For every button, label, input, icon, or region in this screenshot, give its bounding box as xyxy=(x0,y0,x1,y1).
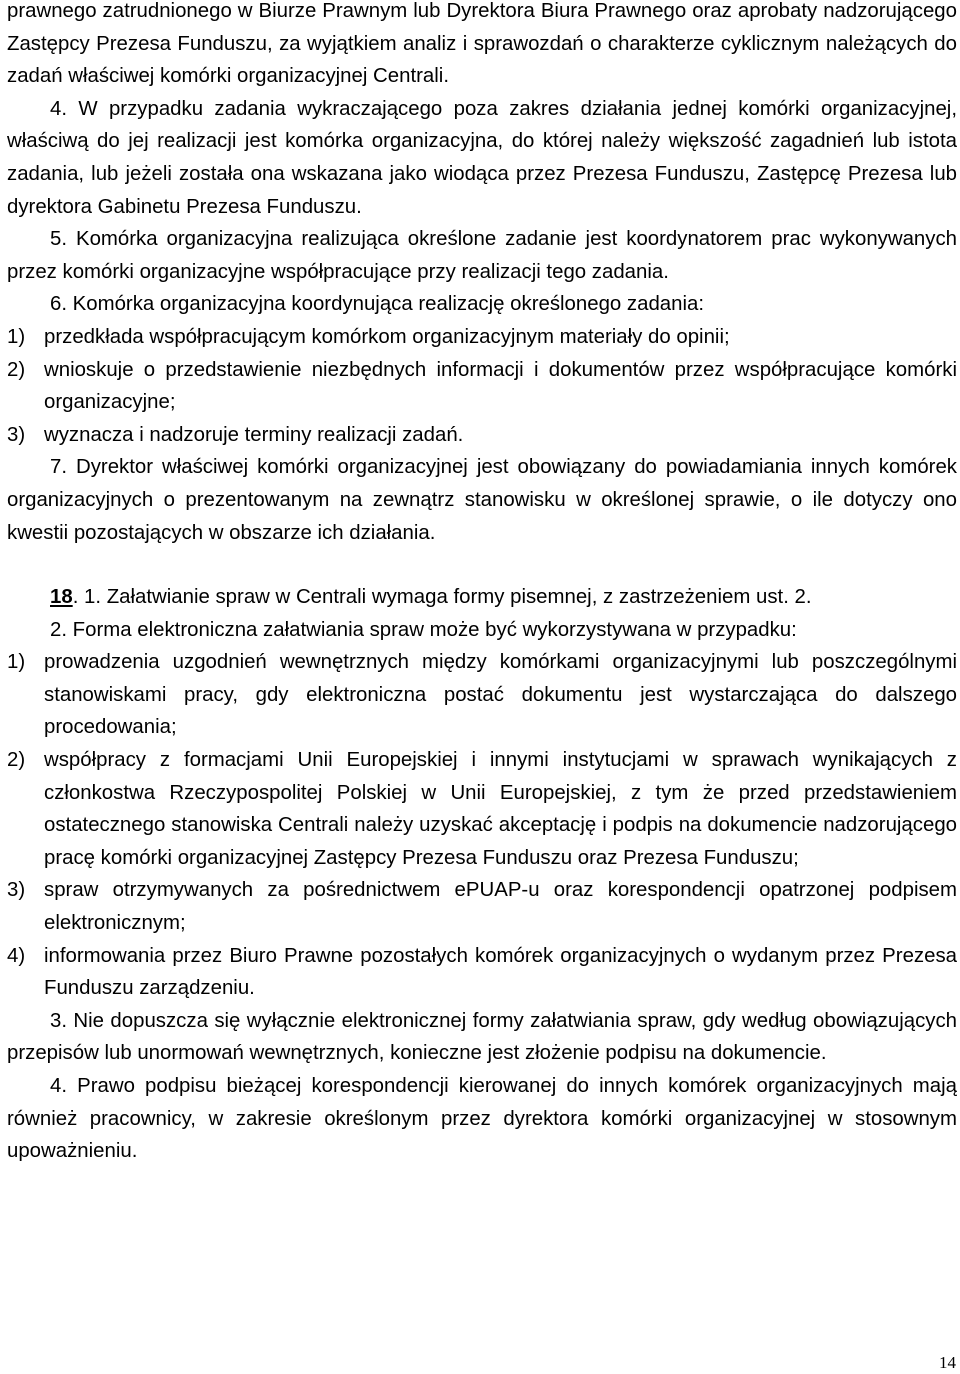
paragraph-18-4: 4. Prawo podpisu bieżącej korespondencji kierowanej do innych komórek organizacyjnych mają również pracownicy, w zakresie określonym przez dyrektora komórki organizacyjnej w stosownym upoważnieniu. xyxy=(7,1075,957,1163)
list-item-number: 2) xyxy=(7,358,26,381)
paragraph-18-1-text: . 1. Załatwianie spraw w Centrali wymaga formy pisemnej, z zastrzeżeniem ust. 2. xyxy=(72,586,812,609)
document-page xyxy=(7,0,957,1168)
list-item-number: 3) xyxy=(7,879,26,902)
section-number: 18 xyxy=(50,586,73,609)
list-item xyxy=(7,874,957,939)
list-item xyxy=(7,354,957,419)
list-item xyxy=(7,646,957,744)
page-number: 14 xyxy=(939,1353,956,1372)
paragraph-18-3: 3. Nie dopuszcza się wyłącznie elektronicznej formy załatwiania spraw, gdy według obowiązujących przepisów lub unormowań wewnętrznych, konieczne jest złożenie podpisu na dokumencie. xyxy=(7,1009,957,1065)
section-gap xyxy=(7,549,957,581)
paragraph-17-6: 6. Komórka organizacyjna koordynująca realizację określonego zadania: xyxy=(50,293,705,316)
list-item xyxy=(7,940,957,1005)
list-item-number: 3) xyxy=(7,423,26,446)
paragraph-17-4: 4. W przypadku zadania wykraczającego poza zakres działania jednej komórki organizacyjnej, właściwą do jej realizacji jest komórka organizacyjna, do której należy większość zagadnień lub istota zadania, lub jeżeli została ona wskazana jako wiodąca przez Prezesa Funduszu, Zastępcę Prezesa lub dyrektora Gabinetu Prezesa Funduszu. xyxy=(7,97,957,218)
list-item-number: 2) xyxy=(7,749,26,772)
paragraph-18-2: 2. Forma elektroniczna załatwiania spraw może być wykorzystywana w przypadku: xyxy=(50,618,797,641)
list-item-number: 1) xyxy=(7,651,26,674)
list-item xyxy=(7,744,957,874)
list-item-text: współpracy z formacjami Unii Europejskiej i innymi instytucjami w sprawach wynikających z członkostwa Rzeczypospolitej Polskiej w Unii Europejskiej, z tym że przed przedstawieniem ostatecznego stanowiska Centrali należy uzyskać akceptację i podpis na dokumencie nadzorującego pracę komórki organizacyjnej Zastępcy Prezesa Funduszu oraz Prezesa Funduszu; xyxy=(44,749,957,869)
list-item xyxy=(7,321,957,354)
list-item-text: spraw otrzymywanych za pośrednictwem ePUAP-u oraz korespondencji opatrzonej podpisem elektronicznym; xyxy=(44,879,957,935)
list-item xyxy=(7,419,957,452)
list-item-text: wyznacza i nadzoruje terminy realizacji zadań. xyxy=(44,423,464,446)
list-item-number: 4) xyxy=(7,944,26,967)
paragraph-continuation: prawnego zatrudnionego w Biurze Prawnym lub Dyrektora Biura Prawnego oraz aprobaty nadzorującego Zastępcy Prezesa Funduszu, za wyjątkiem analiz i sprawozdań o charakterze cyklicznym należących do zadań właściwej komórki organizacyjnej Centrali. xyxy=(7,0,957,88)
paragraph-18-1 xyxy=(7,581,957,614)
list-item-text: przedkłada współpracującym komórkom organizacyjnym materiały do opinii; xyxy=(44,325,730,348)
list-item-number: 1) xyxy=(7,325,26,348)
list-item-text: informowania przez Biuro Prawne pozostałych komórek organizacyjnych o wydanym przez Prezesa Funduszu zarządzeniu. xyxy=(44,944,957,1000)
list-item-text: prowadzenia uzgodnień wewnętrznych między komórkami organizacyjnymi lub poszczególnymi stanowiskami pracy, gdy elektroniczna postać dokumentu jest wystarczająca do dalszego procedowania; xyxy=(44,651,957,739)
list-item-text: wnioskuje o przedstawienie niezbędnych informacji i dokumentów przez współpracujące komórki organizacyjne; xyxy=(44,358,957,414)
paragraph-17-5: 5. Komórka organizacyjna realizująca określone zadanie jest koordynatorem prac wykonywanych przez komórki organizacyjne współpracujące przy realizacji tego zadania. xyxy=(7,228,957,283)
paragraph-17-7: 7. Dyrektor właściwej komórki organizacyjnej jest obowiązany do powiadamiania innych komórek organizacyjnych o prezentowanym na zewnątrz stanowisku w określonej sprawie, o ile dotyczy ono kwestii pozostających w obszarze ich działania. xyxy=(7,456,957,544)
